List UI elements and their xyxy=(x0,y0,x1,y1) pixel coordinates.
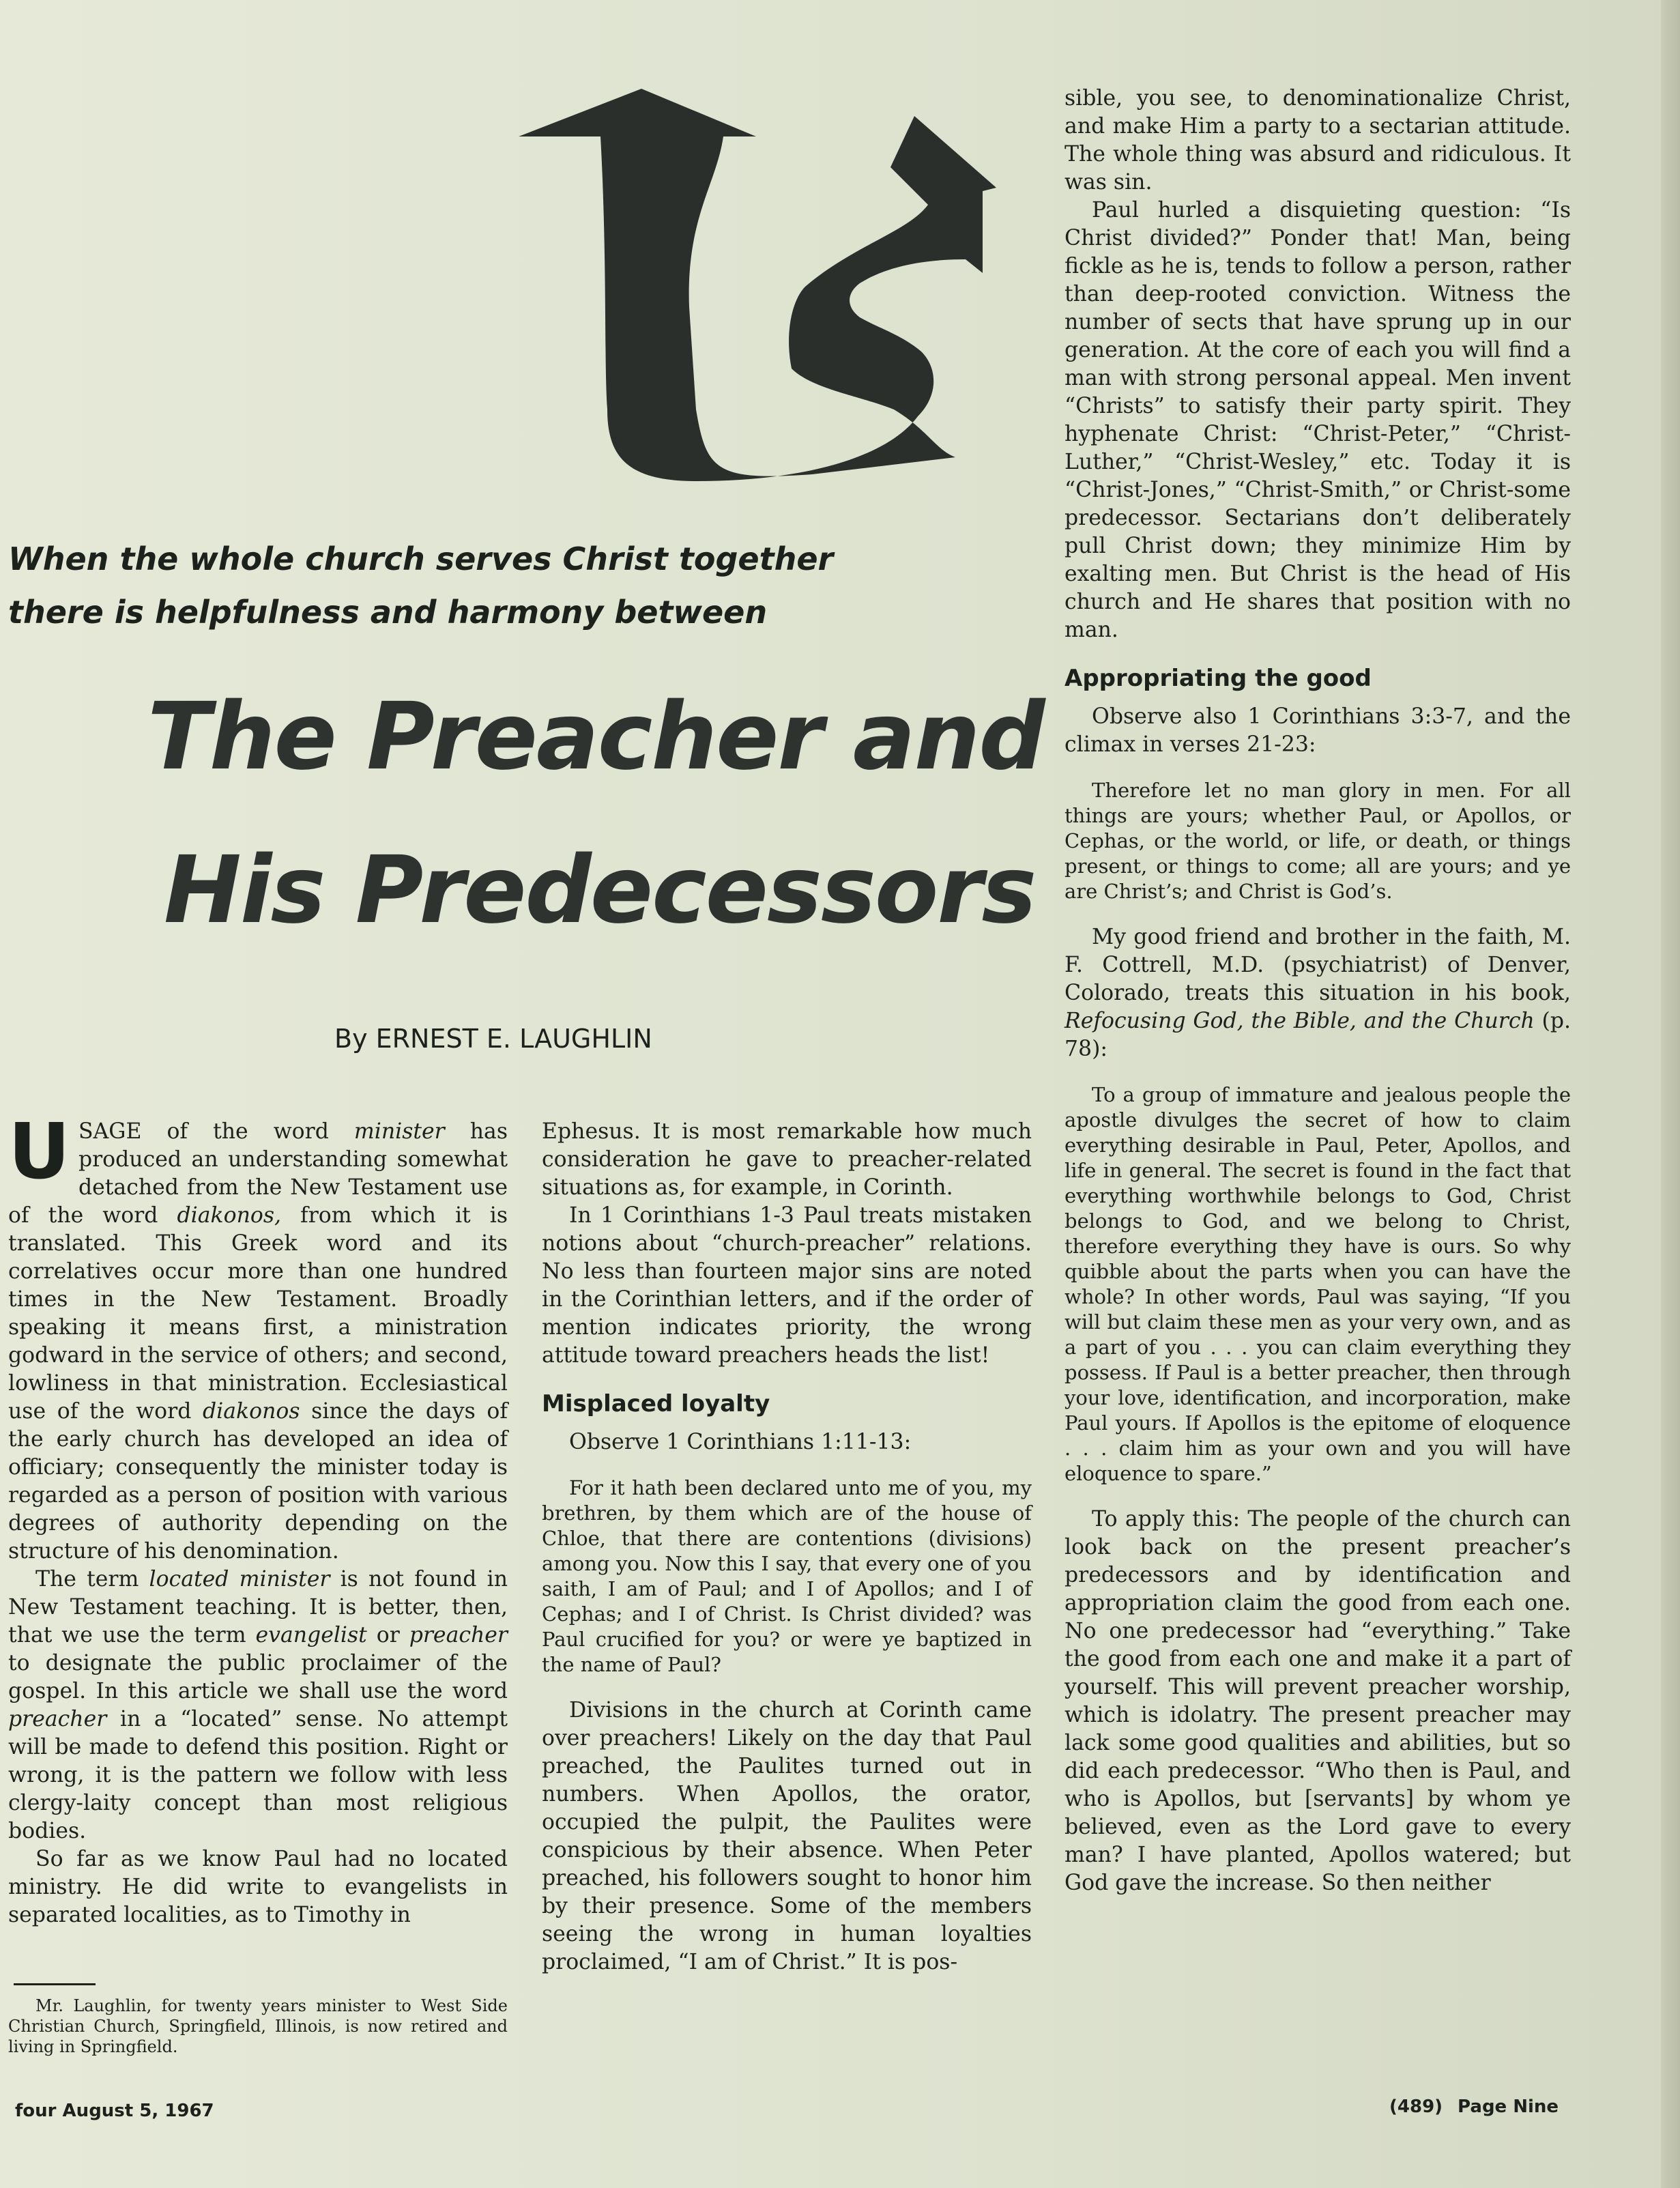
title-line-2: His Predecessors xyxy=(164,837,1036,945)
footer-page-number xyxy=(1389,2097,1559,2117)
paragraph: So far as we know Paul had no located ministry. He did write to evangelists in separated localities, as to Timothy in xyxy=(8,1847,508,1927)
paragraph: In 1 Corinthians 1-3 Paul treats mistaken notions about “church-preacher” relations. No less than fourteen major sins are noted in the Corinthian letters, and if the order of mention indicates priority, the wrong attitude toward preachers heads the list! xyxy=(542,1203,1032,1368)
paragraph: Observe 1 Corinthians 1:11-13: xyxy=(569,1430,912,1454)
text-run: in a “located” sense. No attempt will be made to defend this position. Right or wrong, it is the pattern we follow with less clergy-laity concept than most religious bodies. xyxy=(8,1707,508,1843)
italic-term: preacher xyxy=(8,1707,107,1731)
italic-term: diakonos, xyxy=(177,1203,282,1228)
italic-term: minister xyxy=(353,1119,445,1144)
text-run: The term xyxy=(35,1567,149,1592)
book-quote: To a group of immature and jealous people the apostle divulges the secret of how to claim everything desirable in Paul, Peter, Apollos, and life in general. The secret is found in the fact that everything worthwhile belongs to God, Christ belongs to God, and we belong to Christ, therefore everything they have is ours. So why quibble about the parts when you can have the whole? In other words, Paul was saying, “If you will but claim these men as your very own, and as a part of you . . . you can claim everything they possess. If Paul is a better preacher, then through your love, identification, and incorporation, make Paul yours. If Apollos is the epitome of eloquence . . . claim him as your own and you will have eloquence to spare.” xyxy=(1065,1083,1571,1485)
byline: By ERNEST E. LAUGHLIN xyxy=(334,1024,652,1054)
drop-cap: U xyxy=(8,1108,70,1196)
text-run: is not found in New Testament teaching. It is better, then, that we use the term xyxy=(8,1567,508,1647)
page-spine-shadow xyxy=(1661,0,1680,2188)
paragraph: To apply this: The people of the church can look back on the present preacher’s predecessors and by identification and appropriation claim the good from each one. No one predecessor had “everything.” Take the good from each one and make it a part of yourself. This will prevent preacher worship, which is idolatry. The present preacher may lack some good qualities and abilities, but so did each predecessor. “Who then is Paul, and who is Apollos, but [servants] by whom ye believed, even as the Lord gave to every man? I have planted, Apollos watered; but God gave the increase. So then neither xyxy=(1065,1507,1571,1895)
footer-date: four August 5, 1967 xyxy=(15,2101,214,2121)
stylized-letter-u-arrows-icon xyxy=(519,89,1010,491)
italic-term: evangelist xyxy=(255,1623,367,1647)
paragraph xyxy=(8,1566,508,1845)
column-2 xyxy=(542,1118,1032,1976)
section-heading: Misplaced loyalty xyxy=(542,1390,770,1417)
italic-term: diakonos xyxy=(203,1399,300,1424)
paragraph: Observe also 1 Corinthians 3:3-7, and the climax in verses 21-23: xyxy=(1065,704,1571,757)
text-run: My good friend and brother in the faith, M. F. Cottrell, M.D. (psychiatrist) of Denver, Colorado, treats this situation in his book, xyxy=(1065,925,1571,1005)
kicker xyxy=(8,532,834,639)
paragraph xyxy=(8,1108,508,1566)
paragraph: sible, you see, to denominationalize Christ, and make Him a party to a sectarian attitude. The whole thing was absurd and ridiculous. It was sin. xyxy=(1065,86,1571,195)
kicker-line-2: there is helpfulness and harmony between xyxy=(8,594,768,631)
paragraph: Paul hurled a disquieting question: “Is Christ divided?” Ponder that! Man, being fickle as he is, tends to follow a person, rather than deep-rooted conviction. Witness the number of sects that have sprung up in our generation. At the core of each you will find a man with strong personal appeal. Men invent “Christs” to satisfy their party spirit. They hyphenate Christ: “Christ-Peter,” “Christ-Luther,” “Christ-Wesley,” etc. Today it is “Christ-Jones,” “Christ-Smith,” or Christ-some predecessor. Sectarians don’t deliberately pull Christ down; they minimize Him by exalting men. But Christ is the head of His church and He shares that position with no man. xyxy=(1065,198,1571,642)
author-footnote: Mr. Laughlin, for twenty years minister to West Side Christian Church, Springfield, Illinois, is now retired and living in Springfield. xyxy=(8,1996,508,2056)
scripture-quote: For it hath been declared unto me of you, my brethren, by them which are of the house of Chloe, that there are contentions (divisions) among you. Now this I say, that every one of you saith, I am of Paul; and I of Apollos; and I of Cephas; and I of Christ. Is Christ divided? was Paul crucified for you? or were ye baptized in the name of Paul? xyxy=(542,1476,1032,1676)
column-1 xyxy=(8,1108,508,1929)
italic-term: preacher xyxy=(409,1623,508,1647)
scripture-quote: Therefore let no man glory in men. For all things are yours; whether Paul, or Apollos, or Cephas, or the world, or life, or death, or things present, or things to come; all are yours; and ye are Christ’s; and Christ is God’s. xyxy=(1065,779,1571,903)
text-run: or xyxy=(366,1623,409,1647)
page-code: (489) xyxy=(1389,2097,1443,2117)
page-label: Page Nine xyxy=(1458,2097,1559,2117)
italic-term: located minister xyxy=(149,1567,330,1592)
column-3 xyxy=(1065,85,1571,1897)
text-run: to designate the public proclaimer of the gospel. In this article we shall use the word xyxy=(8,1651,508,1703)
text-run: has produced an understanding somewhat detached from the New Testament use of the word xyxy=(8,1119,508,1228)
text-run: from which it is translated. This Greek word and its correlatives occur more than one hundred times in the New Testament. Broadly speaking it means first, a ministration godward in the service of others; and second, lowliness in that ministration. Ecclesiastical use of the word xyxy=(8,1203,508,1424)
footnote-rule xyxy=(14,1983,96,1985)
section-heading: Appropriating the good xyxy=(1065,665,1372,692)
text-run: (p. 78): xyxy=(1065,1009,1572,1061)
text-run: SAGE of the word xyxy=(78,1119,354,1144)
paragraph xyxy=(1065,923,1571,1063)
paragraph: Divisions in the church at Corinth came over preachers! Likely on the day that Paul preached, the Paulites turned out in numbers. When Apollos, the orator, occupied the pulpit, the Paulites were conspicious by their absence. When Peter preached, his followers sought to honor him by their presence. Some of the members seeing the wrong in human loyalties proclaimed, “I am of Christ.” It is pos- xyxy=(542,1698,1032,1974)
book-title: Refocusing God, the Bible, and the Church xyxy=(1065,1009,1535,1033)
kicker-line-1: When the whole church serves Christ together xyxy=(8,541,834,577)
title-line-1: The Preacher and xyxy=(147,683,1044,791)
text-run: since the days of the early church has developed an idea of officiary; consequently the minister today is regarded as a person of position with various degrees of authority depending on the structure of his denomination. xyxy=(8,1399,508,1564)
paragraph: Ephesus. It is most remarkable how much consideration he gave to preacher-related situations as, for example, in Corinth. xyxy=(542,1119,1032,1200)
